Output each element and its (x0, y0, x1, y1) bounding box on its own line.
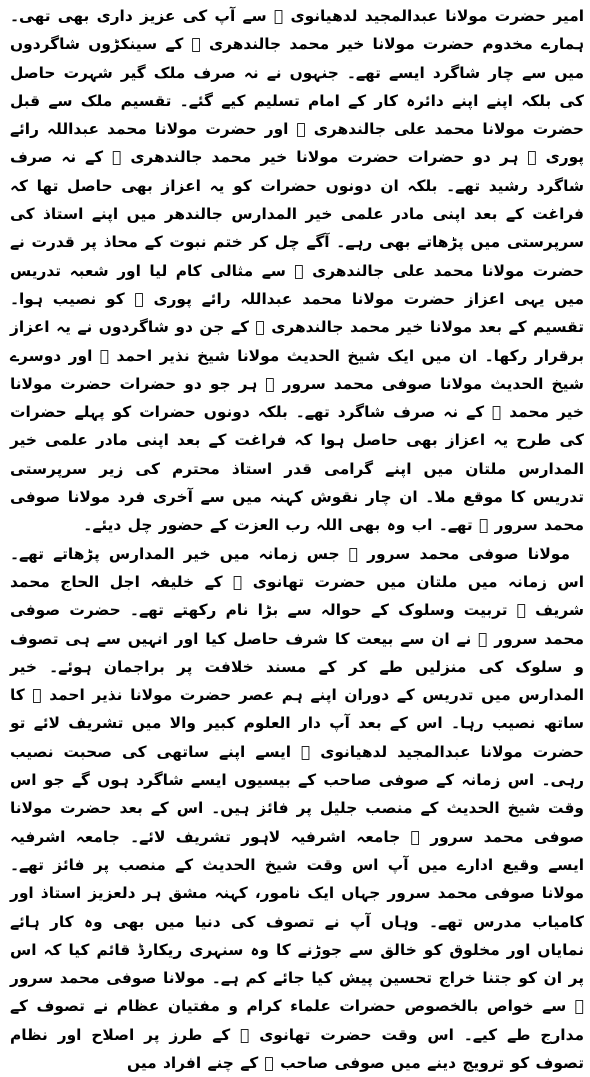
paragraph: مولانا صوفی محمد سرور ﷫ جس زمانہ میں خیر المدارس پڑھاتے تھے۔ اس زمانہ میں ملتان میں حضرت تھانوی ﷫ کے خلیفہ اجل الحاج محمد شریف ﷫ تربیت وسلوک کے حوالہ سے بڑا نام رکھتے تھے۔ حضرت صوفی محمد سرور ﷫ نے ان سے بیعت کا شرف حاصل کیا اور انہیں سے ہی تصوف و سلوک کی منزلیں طے کر کے مسند خلافت پر براجمان ہوئے۔ خیر المدارس میں تدریس کے دوران اپنے ہم عصر حضرت مولانا نذیر احمد ﷫ کا ساتھ نصیب رہا۔ اس کے بعد آپ دار العلوم کبیر والا میں تشریف لائے تو حضرت مولانا عبدالمجید لدھیانوی ﷫ ایسے اپنے ساتھی کی صحبت نصیب رہی۔ اس زمانہ کے صوفی صاحب کے بیسیوں ایسے شاگرد ہوں گے جو اس وقت شیخ الحدیث کے منصب جلیل پر فائز ہیں۔ اس کے بعد حضرت مولانا صوفی محمد سرور ﷫ جامعہ اشرفیہ لاہور تشریف لائے۔ جامعہ اشرفیہ ایسے وقیع ادارے میں آپ اس وقت شیخ الحدیث کے منصب پر فائز تھے۔ مولانا صوفی محمد سرور جہاں ایک نامور، کہنہ مشق ہر دلعزیز استاذ اور کامیاب مدرس تھے۔ وہاں آپ نے تصوف کی دنیا میں بھی وہ کار ہائے نمایاں اور مخلوق کو خالق سے جوڑنے کا وہ سنہری ریکارڈ قائم کیا کہ اس پر ان کو جتنا خراج تحسین پیش کیا جائے کم ہے۔ مولانا صوفی محمد سرور ﷫ سے خواص بالخصوص حضرات علماء کرام و مفتیان عظام نے تصوف کے مدارج طے کیے۔ اس وقت حضرت تھانوی ﷫ کے طرز پر اصلاح اور نظام تصوف کو ترویج دینے میں صوفی صاحب ﷫ کے چنے افراد میں (10, 544, 584, 1072)
paragraph: امیر حضرت مولانا عبدالمجید لدھیانوی ﷫ سے آپ کی عزیز داری بھی تھی۔ ہمارے مخدوم حضرت مولانا خیر محمد جالندھری ﷫ کے سینکڑوں شاگردوں میں سے چار شاگرد ایسے تھے۔ جنہوں نے نہ صرف ملک گیر شہرت حاصل کی بلکہ اپنے اپنے دائرہ کار کے امام تسلیم کیے گئے۔ تقسیم ملک سے قبل حضرت مولانا محمد علی جالندھری ﷫ اور حضرت مولانا محمد عبداللہ رائے پوری ﷫ ہر دو حضرات حضرت مولانا خیر محمد جالندھری ﷫ کے نہ صرف شاگرد رشید تھے۔ بلکہ ان دونوں حضرات کو یہ اعزاز بھی حاصل تھا کہ فراغت کے بعد اپنی مادر علمی خیر المدارس جالندھر میں اپنے استاذ کی سرپرستی میں پڑھاتے بھی رہے۔ آگے چل کر ختم نبوت کے محاذ پر قدرت نے حضرت مولانا محمد علی جالندھری ﷫ سے مثالی کام لیا اور شعبہ تدریس میں یہی اعزاز حضرت مولانا محمد عبداللہ رائے پوری ﷫ کو نصیب ہوا۔ تقسیم کے بعد مولانا خیر محمد جالندھری ﷫ کے جن دو شاگردوں نے یہ اعزاز برقرار رکھا۔ ان میں ایک شیخ الحدیث مولانا شیخ نذیر احمد ﷫ اور دوسرے شیخ الحدیث مولانا صوفی محمد سرور ﷫ ہر جو دو حضرات حضرت مولانا خیر محمد ﷫ کے نہ صرف شاگرد تھے۔ بلکہ دونوں حضرات کو پہلے حضرات کی طرح یہ اعزاز بھی حاصل ہوا کہ فراغت کے بعد اپنی مادر علمی خیر المدارس ملتان میں اپنے گرامی قدر استاذ محترم کی زیر سرپرستی تدریس کا موقع ملا۔ ان چار نقوش کہنہ میں سے آخری فرد مولانا صوفی محمد سرور ﷫ تھے۔ اب وہ بھی اللہ رب العزت کے حضور چل دیئے۔ (10, 7, 584, 535)
